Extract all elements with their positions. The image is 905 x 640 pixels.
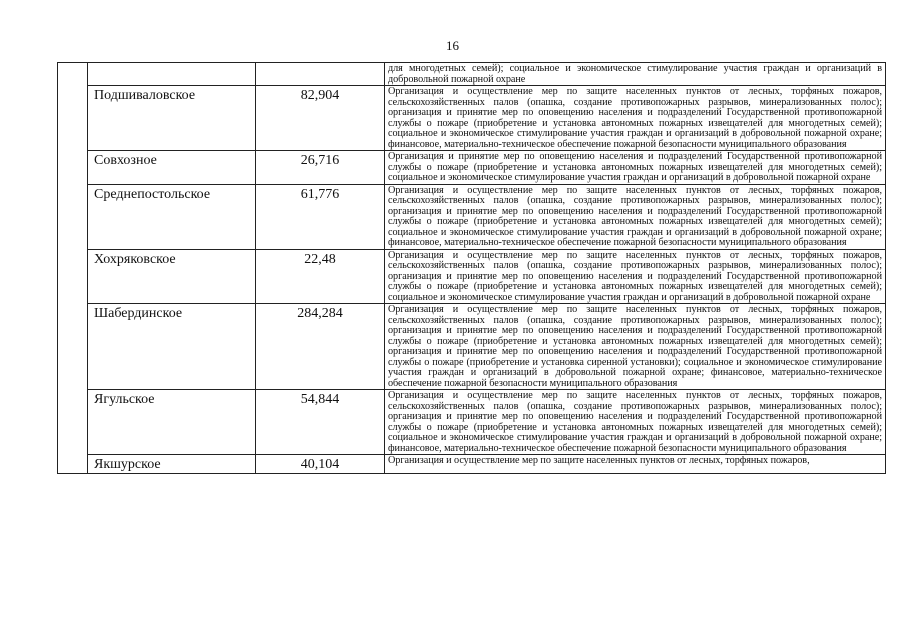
amount-value: 82,904 (256, 86, 385, 151)
funding-table (57, 62, 886, 474)
table-row (58, 151, 886, 185)
municipality-name: Подшиваловское (88, 86, 256, 151)
measures-description: Организация и осуществление мер по защите населенных пунктов от лесных, торфяных пожаров, сельскохозяйственных палов (опашка, создание противопожарных разрывов, минерализованных полос); организация и принятие мер по оповещению населения и подразделений Государственной противопожарной службы о пожаре (приобретение и установка автономных пожарных извещателей для многодетных семей); социальное и экономическое стимулирование участия граждан и организаций в добровольной пожарной охране; финансовое, материально-техническое обеспечение пожарной безопасности муниципального образования (385, 390, 886, 455)
table-row (58, 304, 886, 390)
amount-value: 26,716 (256, 151, 385, 185)
table-row (58, 249, 886, 304)
measures-description: Организация и осуществление мер по защите населенных пунктов от лесных, торфяных пожаров, сельскохозяйственных палов (опашка, создание противопожарных разрывов, минерализованных полос); организация и принятие мер по оповещению населения и подразделений Государственной противопожарной службы о пожаре (приобретение и установка автономных пожарных извещателей для многодетных семей); организация и принятие мер по оповещению населения и подразделений Государственной противопожарной службы о пожаре (приобретение и установка сиренной установки); социальное и экономическое стимулирование участия граждан и организаций в добровольной пожарной охране; финансовое, материально-техническое обеспечение пожарной безопасности муниципального образования (385, 304, 886, 390)
table-row (58, 184, 886, 249)
measures-description: Организация и осуществление мер по защите населенных пунктов от лесных, торфяных пожаров, сельскохозяйственных палов (опашка, создание противопожарных разрывов, минерализованных полос); организация и принятие мер по оповещению населения и подразделений Государственной противопожарной службы о пожаре (приобретение и установка автономных пожарных извещателей для многодетных семей); социальное и экономическое стимулирование участия граждан и организаций в добровольной пожарной охране (385, 249, 886, 304)
municipality-name (88, 63, 256, 86)
amount-value (256, 63, 385, 86)
table-row (58, 63, 886, 86)
municipality-name: Якшурское (88, 455, 256, 474)
index-column-cell (58, 63, 88, 474)
municipality-name: Ягульское (88, 390, 256, 455)
measures-description: Организация и осуществление мер по защите населенных пунктов от лесных, торфяных пожаров, сельскохозяйственных палов (опашка, создание противопожарных разрывов, минерализованных полос); организация и принятие мер по оповещению населения и подразделений Государственной противопожарной службы о пожаре (приобретение и установка автономных пожарных извещателей для многодетных семей); социальное и экономическое стимулирование участия граждан и организаций в добровольной пожарной охране; финансовое, материально-техническое обеспечение пожарной безопасности муниципального образования (385, 184, 886, 249)
table-row (58, 86, 886, 151)
measures-description: Организация и принятие мер по оповещению населения и подразделений Государственной противопожарной службы о пожаре (приобретение и установка автономных пожарных извещателей для многодетных семей); социальное и экономическое стимулирование участия граждан и организаций в добровольной пожарной охране (385, 151, 886, 185)
amount-value: 40,104 (256, 455, 385, 474)
municipality-name: Хохряковское (88, 249, 256, 304)
amount-value: 284,284 (256, 304, 385, 390)
amount-value: 61,776 (256, 184, 385, 249)
municipality-name: Шабердинское (88, 304, 256, 390)
municipality-name: Среднепостольское (88, 184, 256, 249)
page-number: 16 (446, 38, 459, 53)
measures-description: для многодетных семей); социальное и экономическое стимулирование участия граждан и организаций в добровольной пожарной охране (385, 63, 886, 86)
amount-value: 22,48 (256, 249, 385, 304)
table-row (58, 455, 886, 474)
measures-description: Организация и осуществление мер по защите населенных пунктов от лесных, торфяных пожаров, сельскохозяйственных палов (опашка, создание противопожарных разрывов, минерализованных полос); организация и принятие мер по оповещению населения и подразделений Государственной противопожарной службы о пожаре (приобретение и установка автономных пожарных извещателей для многодетных семей); социальное и экономическое стимулирование участия граждан и организаций в добровольной пожарной охране; финансовое, материально-техническое обеспечение пожарной безопасности муниципального образования (385, 86, 886, 151)
municipality-name: Совхозное (88, 151, 256, 185)
measures-description: Организация и осуществление мер по защите населенных пунктов от лесных, торфяных пожаров, (385, 455, 886, 474)
amount-value: 54,844 (256, 390, 385, 455)
table-row (58, 390, 886, 455)
